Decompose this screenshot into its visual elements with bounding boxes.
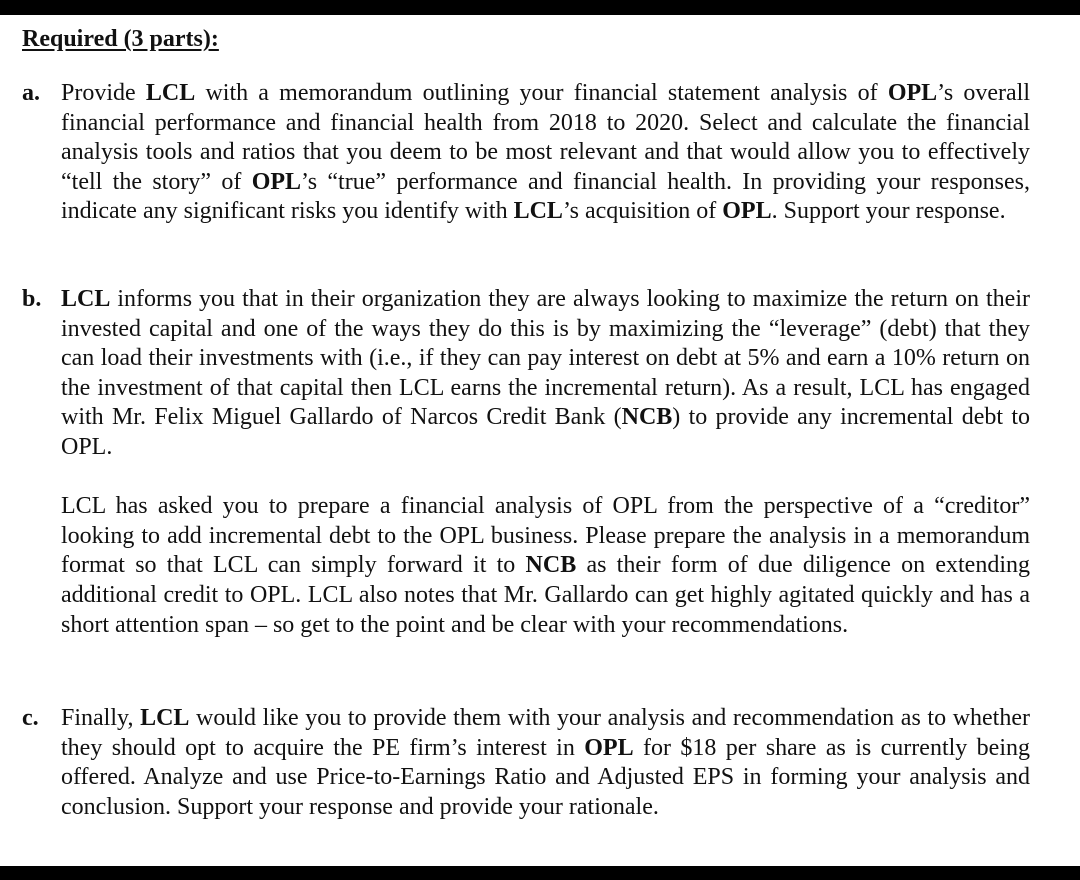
bold-term: LCL xyxy=(140,705,190,731)
bold-term: LCL xyxy=(145,80,196,106)
text-run: would like you to provide them with your analysis and recommendation as to whether they should opt to acquire the PE firm’s interest in xyxy=(61,705,1030,761)
text-run: with a memorandum outlining your financial statement analysis of xyxy=(195,80,888,106)
text-run: LCL has asked you to prepare a financial analysis of OPL from the perspective of a “creditor” looking to add incremental debt to the OPL business. Please prepare the analysis in a memorandum format so that LCL can simply forward it to xyxy=(61,493,1030,579)
paragraph xyxy=(61,285,1030,463)
bold-term: NCB xyxy=(525,552,577,579)
bold-term: OPL xyxy=(722,198,772,225)
text-run: for $18 per share as is currently being offered. Analyze and use Price-to-Earnings Ratio and Adjusted EPS in forming your analysis and conclusion. Support your response and provide your rationale. xyxy=(61,734,1030,820)
text-run: as their form of due diligence on extending additional credit to OPL. LCL also notes that Mr. Gallardo can get highly agitated quickly and has a short attention span – so get to the point and be clear with your recommendations. xyxy=(61,552,1031,638)
text-run: informs you that in their organization they are always looking to maximize the return on their invested capital and one of the ways they do this is by maximizing the “leverage” (debt) that they can load their investments with (i.e., if they can pay interest on debt at 5% and earn a 10% return on the investment of that capital then LCL earns the incremental return). As a result, LCL has engaged with Mr. Felix Miguel Gallardo of Narcos Credit Bank ( xyxy=(61,286,1030,431)
paragraph xyxy=(61,492,1030,640)
part-c-body xyxy=(61,704,1030,822)
part-b-marker: b. xyxy=(22,286,42,312)
document-page xyxy=(0,15,1080,866)
part-a-marker: a. xyxy=(22,80,40,106)
bold-term: OPL xyxy=(584,734,634,761)
text-run: ’s “true” performance and financial health. In providing your responses, indicate any significant risks you identify with xyxy=(61,168,1030,225)
bold-term: OPL xyxy=(887,80,938,106)
bold-term: NCB xyxy=(621,404,673,431)
paragraph xyxy=(61,79,1030,227)
bold-term: LCL xyxy=(513,198,563,225)
required-heading: Required (3 parts): xyxy=(22,26,219,52)
text-run: Provide xyxy=(61,80,146,106)
text-run: ) to provide any incremental debt to OPL. xyxy=(61,404,1030,460)
part-c xyxy=(22,704,1030,822)
bold-term: LCL xyxy=(61,286,111,312)
part-b xyxy=(22,285,1030,640)
part-b-body xyxy=(61,285,1030,640)
text-run: . Support your response. xyxy=(771,198,1006,225)
part-a-body xyxy=(61,79,1030,227)
text-run: ’s overall financial performance and financial health from 2018 to 2020. Select and calculate the financial analysis tools and ratios that you deem to be most relevant and that would allow you to effectively “tell the story” of xyxy=(61,80,1031,195)
bold-term: OPL xyxy=(251,168,302,195)
text-run: Finally, xyxy=(61,705,141,731)
part-a xyxy=(22,79,1030,227)
paragraph xyxy=(61,704,1030,822)
text-run: ’s acquisition of xyxy=(562,198,723,225)
part-c-marker: c. xyxy=(22,705,39,731)
